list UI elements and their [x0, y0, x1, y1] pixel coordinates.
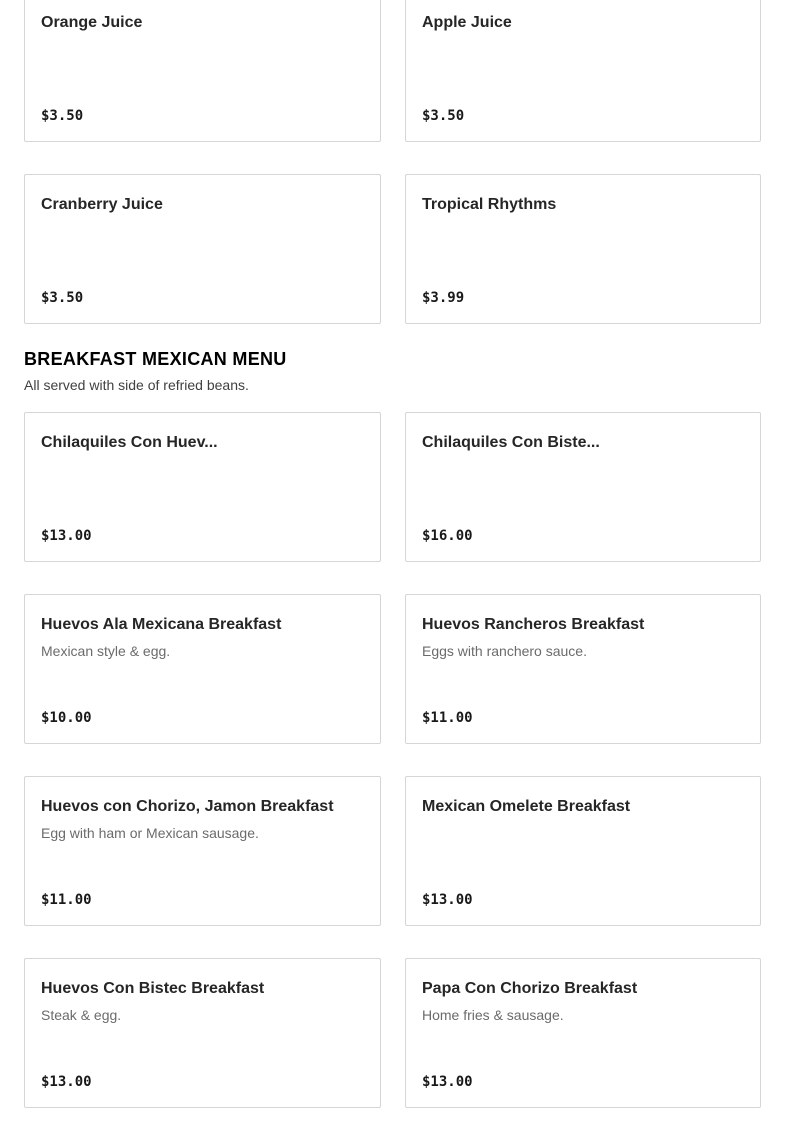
item-description: Mexican style & egg.: [41, 643, 171, 659]
item-price: $16.00: [422, 528, 473, 544]
menu-item-card[interactable]: [24, 412, 381, 562]
item-price: $3.50: [41, 290, 84, 306]
section-subtitle: All served with side of refried beans.: [24, 377, 249, 393]
menu-item-card[interactable]: [24, 958, 381, 1108]
menu-item-card[interactable]: [24, 0, 381, 142]
menu-item-card[interactable]: [405, 958, 761, 1108]
section-header: [24, 348, 761, 394]
item-description: Steak & egg.: [41, 1007, 122, 1023]
item-price: $10.00: [41, 710, 92, 726]
item-name: Apple Juice: [422, 14, 512, 31]
item-name: Cranberry Juice: [41, 196, 163, 213]
item-description: Home fries & sausage.: [422, 1007, 564, 1023]
item-name: Papa Con Chorizo Breakfast: [422, 980, 638, 997]
menu-item-card[interactable]: [405, 412, 761, 562]
drinks-grid: [24, 0, 761, 324]
item-price: $13.00: [41, 1074, 92, 1090]
menu-item-card[interactable]: [405, 594, 761, 744]
item-price: $11.00: [41, 892, 92, 908]
section-title: BREAKFAST MEXICAN MENU: [24, 349, 287, 369]
menu-item-card[interactable]: [405, 0, 761, 142]
item-price: $3.50: [422, 108, 465, 124]
item-price: $3.50: [41, 108, 84, 124]
item-description: Egg with ham or Mexican sausage.: [41, 825, 259, 841]
item-price: $3.99: [422, 290, 465, 306]
menu-item-card[interactable]: [24, 174, 381, 324]
item-name: Huevos Ala Mexicana Breakfast: [41, 616, 282, 633]
item-price: $13.00: [422, 1074, 473, 1090]
item-name: Mexican Omelete Breakfast: [422, 798, 631, 815]
item-price: $11.00: [422, 710, 473, 726]
item-name: Chilaquiles Con Huev...: [41, 434, 218, 451]
item-name: Huevos Rancheros Breakfast: [422, 616, 645, 633]
item-name: Chilaquiles Con Biste...: [422, 434, 600, 451]
breakfast-mexican-grid: [24, 412, 761, 1108]
menu-item-card[interactable]: [24, 594, 381, 744]
item-name: Tropical Rhythms: [422, 196, 557, 213]
menu-item-card[interactable]: [405, 174, 761, 324]
item-price: $13.00: [422, 892, 473, 908]
item-description: Eggs with ranchero sauce.: [422, 643, 587, 659]
item-price: $13.00: [41, 528, 92, 544]
item-name: Huevos con Chorizo, Jamon Breakfast: [41, 798, 334, 815]
item-name: Huevos Con Bistec Breakfast: [41, 980, 265, 997]
menu-page: [24, 0, 761, 1108]
menu-item-card[interactable]: [405, 776, 761, 926]
menu-item-card[interactable]: [24, 776, 381, 926]
item-name: Orange Juice: [41, 14, 143, 31]
